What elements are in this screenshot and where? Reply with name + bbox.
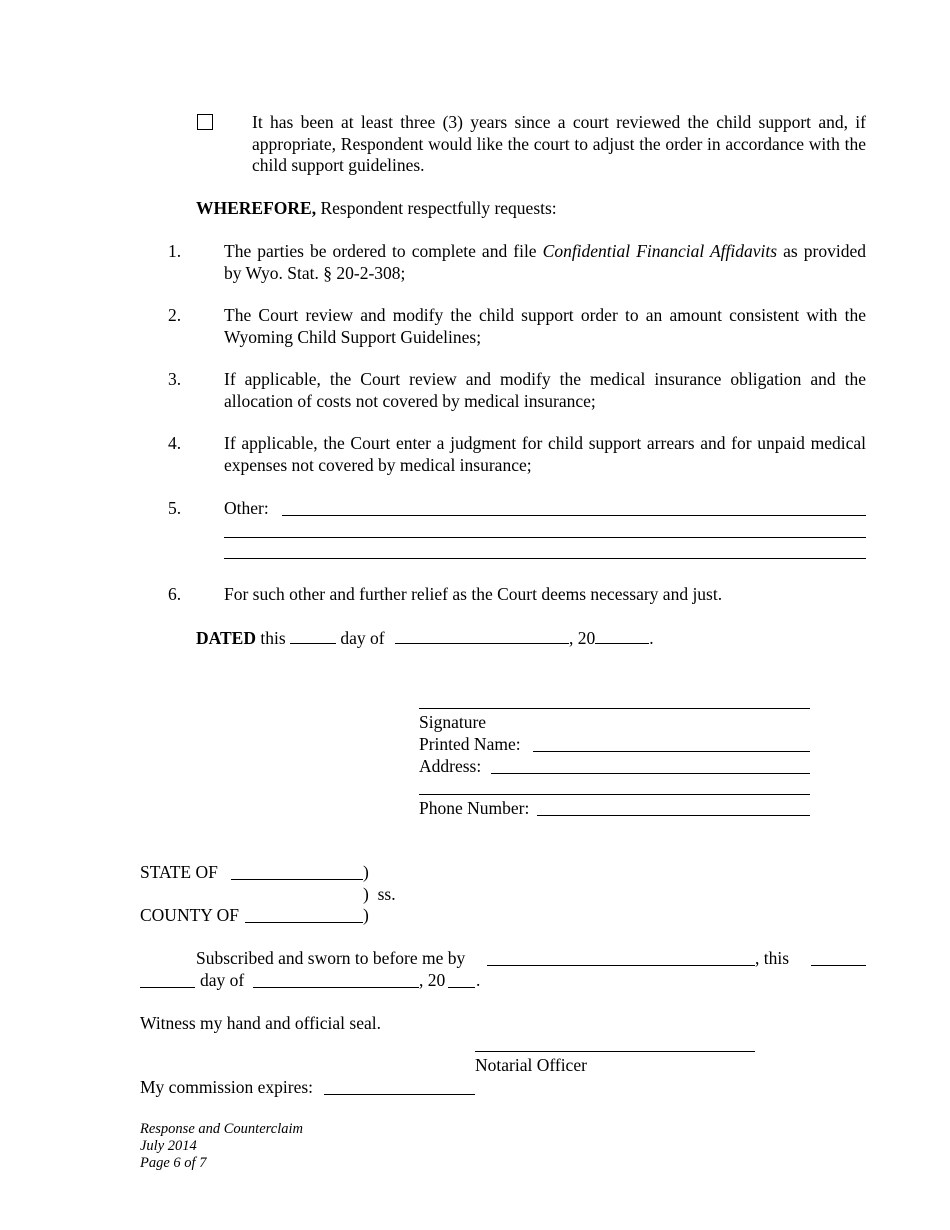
request-1-text (224, 241, 866, 284)
request-4-number: 4. (168, 433, 182, 453)
request-1-text-before: The parties be ordered to complete and file (224, 241, 543, 261)
dated-comma-20: , 20 (569, 628, 596, 648)
state-paren: ) (363, 862, 369, 882)
subscribed-day-line-a[interactable] (811, 965, 866, 966)
dated-year-blank[interactable] (595, 627, 649, 644)
ss-label: ) ss. (363, 884, 396, 904)
dated-line (196, 627, 654, 650)
wherefore-text: Respondent respectfully requests: (316, 198, 557, 218)
request-3-text: If applicable, the Court review and modify the medical insurance obligation and the allocation of costs not covered by medical insurance; (224, 369, 866, 411)
address-label: Address: (419, 756, 482, 776)
dated-this: this (260, 628, 286, 648)
subscribed-day-of: day of (200, 970, 245, 990)
subscribed-this: , this (755, 948, 790, 968)
dated-label: DATED (196, 628, 256, 648)
request-6-number: 6. (168, 584, 182, 604)
request-4-text: If applicable, the Court enter a judgment for child support arrears and for unpaid medical expenses not covered by medical insurance; (224, 433, 866, 475)
notarial-officer-label: Notarial Officer (475, 1055, 587, 1075)
request-5-label: Other: (224, 498, 269, 518)
dated-period: . (649, 628, 654, 648)
other-line-1[interactable] (282, 515, 866, 516)
request-1-italic: Confidential Financial Affidavits (542, 241, 778, 261)
notary-signature-line[interactable] (475, 1051, 755, 1052)
other-line-3[interactable] (224, 558, 866, 559)
subscribed-name-line[interactable] (487, 965, 755, 966)
witness-text: Witness my hand and official seal. (140, 1013, 381, 1033)
subscribed-label: Subscribed and sworn to before me by (196, 948, 466, 968)
checkbox-item-text: It has been at least three (3) years since a court reviewed the child support and, if appropriate, Respondent would like the court to adjust the order in accordance with the child support guidelines. (252, 112, 866, 175)
request-1-number: 1. (168, 241, 182, 261)
footer-page: Page 6 of 7 (140, 1155, 207, 1171)
subscribed-comma-20: , 20 (419, 970, 446, 990)
address-line-2[interactable] (419, 794, 810, 795)
commission-line[interactable] (324, 1094, 475, 1095)
printed-name-label: Printed Name: (419, 734, 521, 754)
phone-label: Phone Number: (419, 798, 530, 818)
commission-label: My commission expires: (140, 1077, 314, 1097)
dated-month-blank[interactable] (395, 627, 569, 644)
request-6-text: For such other and further relief as the Court deems necessary and just. (224, 584, 723, 604)
other-line-2[interactable] (224, 537, 866, 538)
dated-day-blank[interactable] (290, 627, 336, 644)
address-line-1[interactable] (491, 773, 810, 774)
footer-title: Response and Counterclaim (140, 1121, 303, 1137)
state-of-label: STATE OF (140, 862, 218, 882)
request-2-number: 2. (168, 305, 182, 325)
adjust-order-checkbox[interactable] (197, 114, 213, 130)
subscribed-month-line[interactable] (253, 987, 419, 988)
signature-label: Signature (419, 712, 487, 732)
state-line[interactable] (231, 879, 363, 880)
county-paren: ) (363, 905, 369, 925)
request-2-text: The Court review and modify the child support order to an amount consistent with the Wyoming Child Support Guidelines; (224, 305, 866, 347)
subscribed-period: . (476, 970, 481, 990)
wherefore-paragraph (196, 198, 557, 220)
county-of-label: COUNTY OF (140, 905, 240, 925)
request-3-number: 3. (168, 369, 182, 389)
county-line[interactable] (245, 922, 363, 923)
subscribed-day-line-b[interactable] (140, 987, 195, 988)
printed-name-line[interactable] (533, 751, 810, 752)
subscribed-year-line[interactable] (448, 987, 475, 988)
phone-line[interactable] (537, 815, 810, 816)
signature-line[interactable] (419, 708, 810, 709)
request-5-number: 5. (168, 498, 182, 518)
dated-day-of: day of (340, 628, 385, 648)
footer-date: July 2014 (140, 1138, 197, 1154)
request-1-text-after: as provided by Wyo. Stat. § 20-2-308; (224, 241, 866, 283)
wherefore-label: WHEREFORE, (196, 198, 317, 218)
